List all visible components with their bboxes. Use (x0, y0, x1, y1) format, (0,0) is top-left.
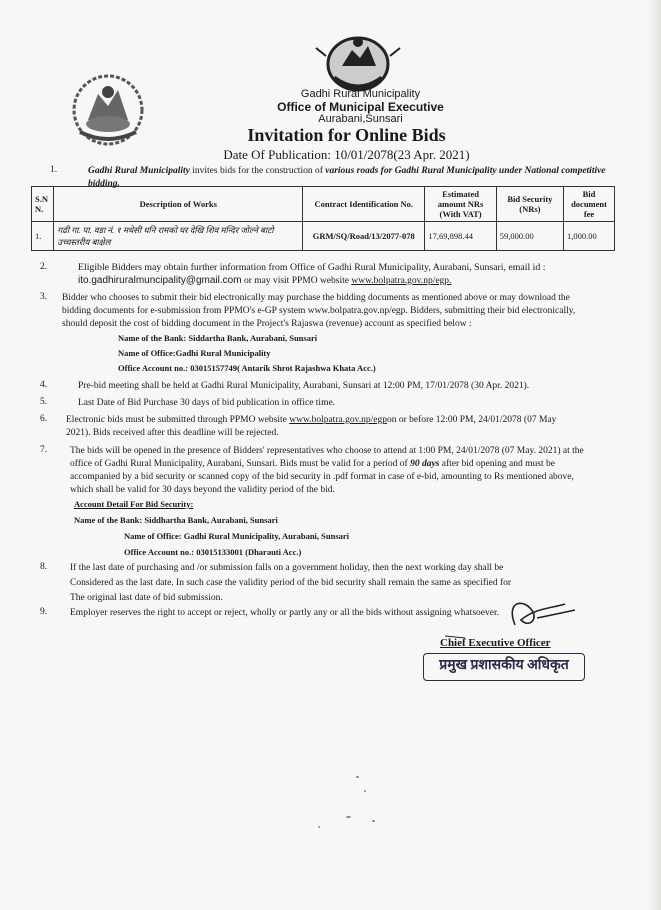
office-address: Aurabani,Sunsari (318, 113, 403, 125)
item-2-number: 2. (40, 262, 48, 272)
email-link[interactable]: ito.gadhiruralmuncipality@gmail.com (78, 275, 242, 286)
item-7-account: Office Account no.: 03015133001 (Dharauti Acc.) (124, 547, 302, 557)
egp-link[interactable]: www.bolpatra.gov.np/egp. (351, 276, 452, 286)
item-7-line1: The bids will be opened in the presence of Bidders' representatives who choose to attend at 1:00 PM, 24/01/2078 (07 May. 2021) at the (70, 446, 584, 456)
col-contract-id: Contract Identification No. (303, 187, 425, 222)
col-bid-security: Bid Security (NRs) (496, 187, 563, 222)
item-3-line2: bidding documents for e-submission from PPMO's e-GP system www.bolpatra.gov.np/egp. Bidders, submitting their bid electronically, (62, 306, 576, 316)
cell-estimated-amount: 17,69,898.44 (425, 222, 496, 251)
item-3-account: Office Account no.: 03015157749( Antarik Shrot Rajashwa Khata Acc.) (118, 363, 376, 373)
item-8-line2: Considered as the last date. In such case the validity period of the bid security shall remain the same as specified for (70, 578, 512, 588)
item-7-l2c: after bid opening and must be (439, 459, 555, 469)
item-6-number: 6. (40, 414, 48, 424)
cell-contract-id: GRM/SQ/Road/13/2077-078 (303, 222, 425, 251)
item-7-line2 (70, 458, 630, 471)
egp-submit-link[interactable]: www.bolpatra.gov.np/egp (289, 415, 387, 425)
item-2-line2 (78, 275, 638, 288)
item-7-bank: Name of the Bank: Siddhartha Bank, Aurabani, Sunsari (74, 515, 278, 525)
item-6-line1 (66, 414, 626, 427)
item-8-line3: The original last date of bid submission. (70, 593, 223, 603)
item-7-line4: which shall be valid for 30 days beyond the validity period of the bid. (70, 485, 335, 495)
col-description: Description of Works (54, 187, 303, 222)
works-table (31, 186, 615, 251)
item-1-number: 1. (50, 165, 58, 175)
cell-bid-security: 59,000.00 (496, 222, 563, 251)
handwritten-signature-icon (425, 590, 585, 640)
item-4-text: Pre-bid meeting shall be held at Gadhi Rural Municipality, Aurabani, Sunsari at 12:00 PM, 17/01/2078 (30 Apr. 2021). (78, 381, 530, 391)
item-3-office: Name of Office:Gadhi Rural Municipality (118, 348, 271, 358)
item-9-number: 9. (40, 607, 48, 617)
municipality-name: Gadhi Rural Municipality (300, 88, 421, 100)
cell-sn: 1. (32, 222, 54, 251)
item-2-mid: or may visit PPMO website (241, 276, 352, 286)
item-9-text: Employer reserves the right to accept or reject, wholly or partly any or all the bids without assigning whatsoever. (70, 608, 499, 618)
item-7-validity: 90 days (410, 459, 440, 469)
scan-speck (318, 826, 320, 828)
item-5-text: Last Date of Bid Purchase 30 days of bid publication in office time. (78, 398, 336, 408)
chief-officer-title: Chief Executive Officer (440, 637, 551, 649)
item-1-municipality: Gadhi Rural Municipality (88, 166, 190, 176)
item-2-line1: Eligible Bidders may obtain further information from Office of Gadhi Rural Municipality, Aurabani, Sunsari, email id : (78, 262, 546, 273)
officer-stamp: प्रमुख प्रशासकीय अधिकृत (423, 653, 585, 681)
col-bid-fee: Bid document fee (564, 187, 615, 222)
item-8-number: 8. (40, 562, 48, 572)
item-7-line3: accompanied by a bid security or scanned copy of the bid security in .pdf format in case of e-bid, amounting to Rs mentioned above, (70, 472, 574, 482)
item-6-prefix: Electronic bids must be submitted through PPMO website (66, 415, 290, 425)
item-7-number: 7. (40, 445, 48, 455)
item-3-line1: Bidder who chooses to submit their bid electronically may purchase the bidding documents as mentioned above or may download the (62, 293, 570, 303)
account-detail-title: Account Detail For Bid Security: (74, 499, 194, 509)
item-7-office: Name of Office: Gadhi Rural Municipality, Aurabani, Sunsari (124, 531, 350, 541)
scan-speck (356, 776, 359, 778)
scan-speck (364, 790, 366, 792)
col-estimated-amount: Estimated amount NRs (With VAT) (425, 187, 496, 222)
item-6-line2: 2021). Bids received after this deadline will be rejected. (66, 428, 279, 438)
item-8-line1: If the last date of purchasing and /or submission falls on a government holiday, then the next working day shall be (70, 563, 504, 573)
item-5-number: 5. (40, 397, 48, 407)
scan-speck (372, 820, 375, 822)
office-name: Office of Municipal Executive (277, 100, 444, 114)
cell-bid-fee: 1,000.00 (564, 222, 615, 251)
scan-speck (346, 816, 351, 818)
cell-description: गढी गा. पा. वडा नं. १ मधेसी धनि रामको घर देखि शिव मन्दिर जोल्ने बाटो उच्चस्तरीय बाक्षेल (54, 222, 303, 251)
table-row (32, 222, 615, 251)
item-3-bank: Name of the Bank: Siddartha Bank, Aurabani, Sunsari (118, 333, 318, 343)
col-sn: S.N N. (32, 187, 54, 222)
document-title: Invitation for Online Bids (247, 125, 446, 145)
item-7-l2a: office of Gadhi Rural Municipality, Aurabani, Sunsari. Bids must be valid for a period of (70, 459, 411, 469)
item-1-project: various roads for Gadhi Rural Municipality under National competitive bidding. (88, 166, 606, 189)
table-header-row (32, 187, 615, 222)
item-6-suffix: on or before 12:00 PM, 24/01/2078 (07 May (386, 415, 557, 425)
item-4-number: 4. (40, 380, 48, 390)
publication-date: Date Of Publication: 10/01/2078(23 Apr. 2021) (223, 147, 470, 162)
item-3-line3: should deposit the cost of bidding document in the Project's Rajaswa (revenue) account as specified below : (62, 319, 472, 329)
item-1-middle: invites bids for the construction of (189, 166, 326, 176)
item-3-number: 3. (40, 292, 48, 302)
